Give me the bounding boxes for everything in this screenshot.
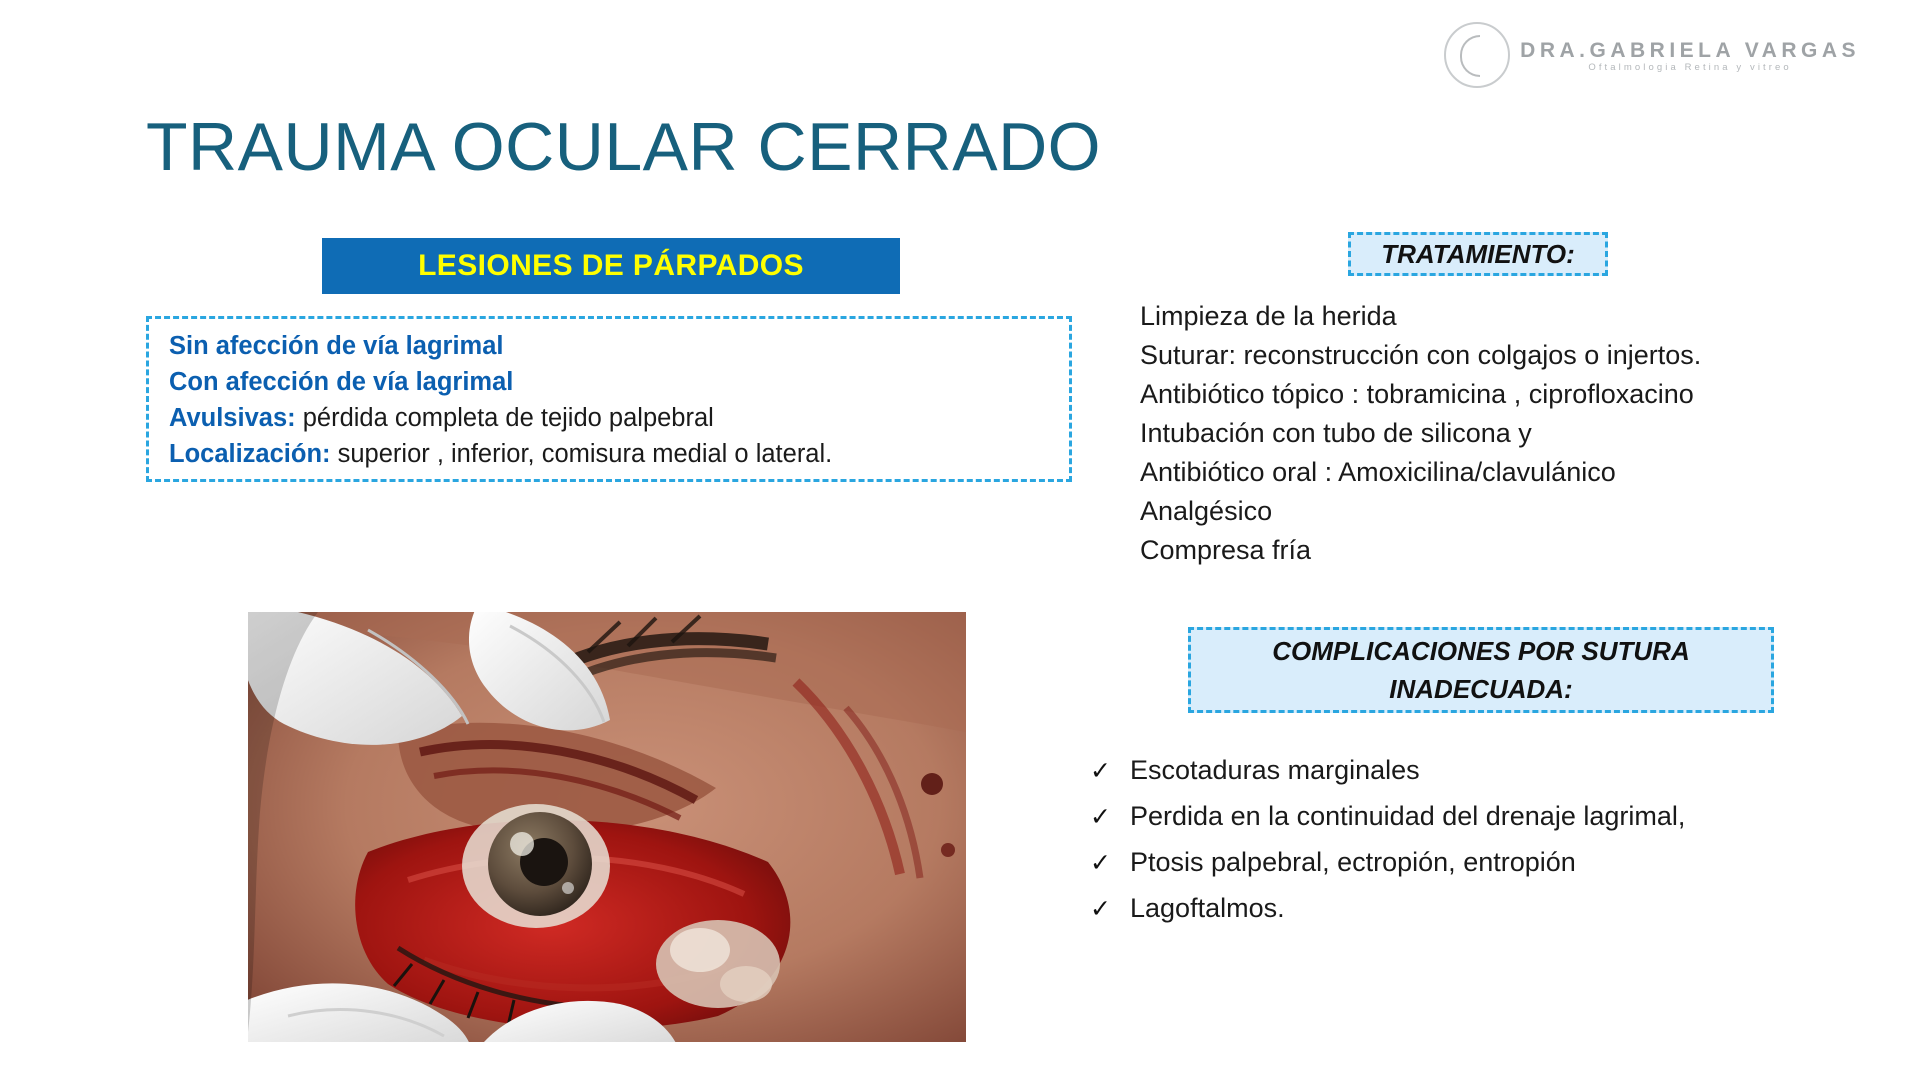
complications-header	[1188, 627, 1774, 713]
eye-circle-logo-icon	[1444, 22, 1510, 88]
treatment-header-label: TRATAMIENTO:	[1381, 238, 1575, 269]
list-item: Limpieza de la herida	[1140, 301, 1397, 331]
brand-logo-text	[1520, 39, 1860, 74]
brand-subtitle: Oftalmologia Retina y vitreo	[1588, 62, 1792, 74]
list-item-lead: Sin afección de vía lagrimal	[169, 332, 504, 360]
complications-list	[1090, 748, 1890, 932]
complications-header-line-2: INADECUADA:	[1389, 674, 1573, 704]
eyelid-lesions-box	[146, 316, 1072, 482]
check-icon: ✓	[1090, 895, 1111, 923]
list-item-rest: superior , inferior, comisura medial o lateral.	[330, 440, 833, 468]
list-item	[1090, 794, 1890, 840]
list-item-rest: pérdida completa de tejido palpebral	[295, 404, 714, 432]
section-banner-eyelid-lesions	[322, 238, 900, 294]
list-item-label: Ptosis palpebral, ectropión, entropión	[1130, 847, 1576, 877]
list-item-label: Lagoftalmos.	[1130, 893, 1285, 923]
list-item-label: Perdida en la continuidad del drenaje lagrimal,	[1130, 801, 1686, 831]
list-item-lead: Avulsivas:	[169, 404, 296, 432]
list-item-label: Escotaduras marginales	[1130, 755, 1420, 785]
list-item	[149, 436, 1069, 472]
check-icon: ✓	[1090, 849, 1111, 877]
treatment-header	[1348, 232, 1608, 276]
treatment-list	[1140, 297, 1900, 570]
list-item: Suturar: reconstrucción con colgajos o injertos.	[1140, 340, 1702, 370]
list-item	[1090, 748, 1890, 794]
check-icon: ✓	[1090, 803, 1111, 831]
list-item: Antibiótico oral : Amoxicilina/clavulánico	[1140, 457, 1616, 487]
list-item	[1090, 886, 1890, 932]
page-title: TRAUMA OCULAR CERRADO	[146, 109, 1102, 185]
list-item	[149, 319, 1069, 364]
list-item: Compresa fría	[1140, 535, 1312, 565]
list-item-lead: Con afección de vía lagrimal	[169, 368, 514, 396]
clinical-photo-image	[248, 612, 966, 1042]
brand-logo	[1444, 22, 1860, 88]
clinical-photo	[248, 612, 966, 1042]
list-item: Intubación con tubo de silicona y	[1140, 418, 1532, 448]
brand-name: DRA.GABRIELA VARGAS	[1520, 39, 1860, 63]
list-item	[1090, 840, 1890, 886]
section-banner-label: LESIONES DE PÁRPADOS	[418, 249, 804, 282]
list-item: Analgésico	[1140, 496, 1273, 526]
complications-header-line-1: COMPLICACIONES POR SUTURA	[1272, 636, 1690, 666]
list-item-lead: Localización:	[169, 440, 331, 468]
list-item: Antibiótico tópico : tobramicina , ciprofloxacino	[1140, 379, 1694, 409]
check-icon: ✓	[1090, 757, 1111, 785]
list-item	[149, 400, 1069, 436]
list-item	[149, 364, 1069, 400]
